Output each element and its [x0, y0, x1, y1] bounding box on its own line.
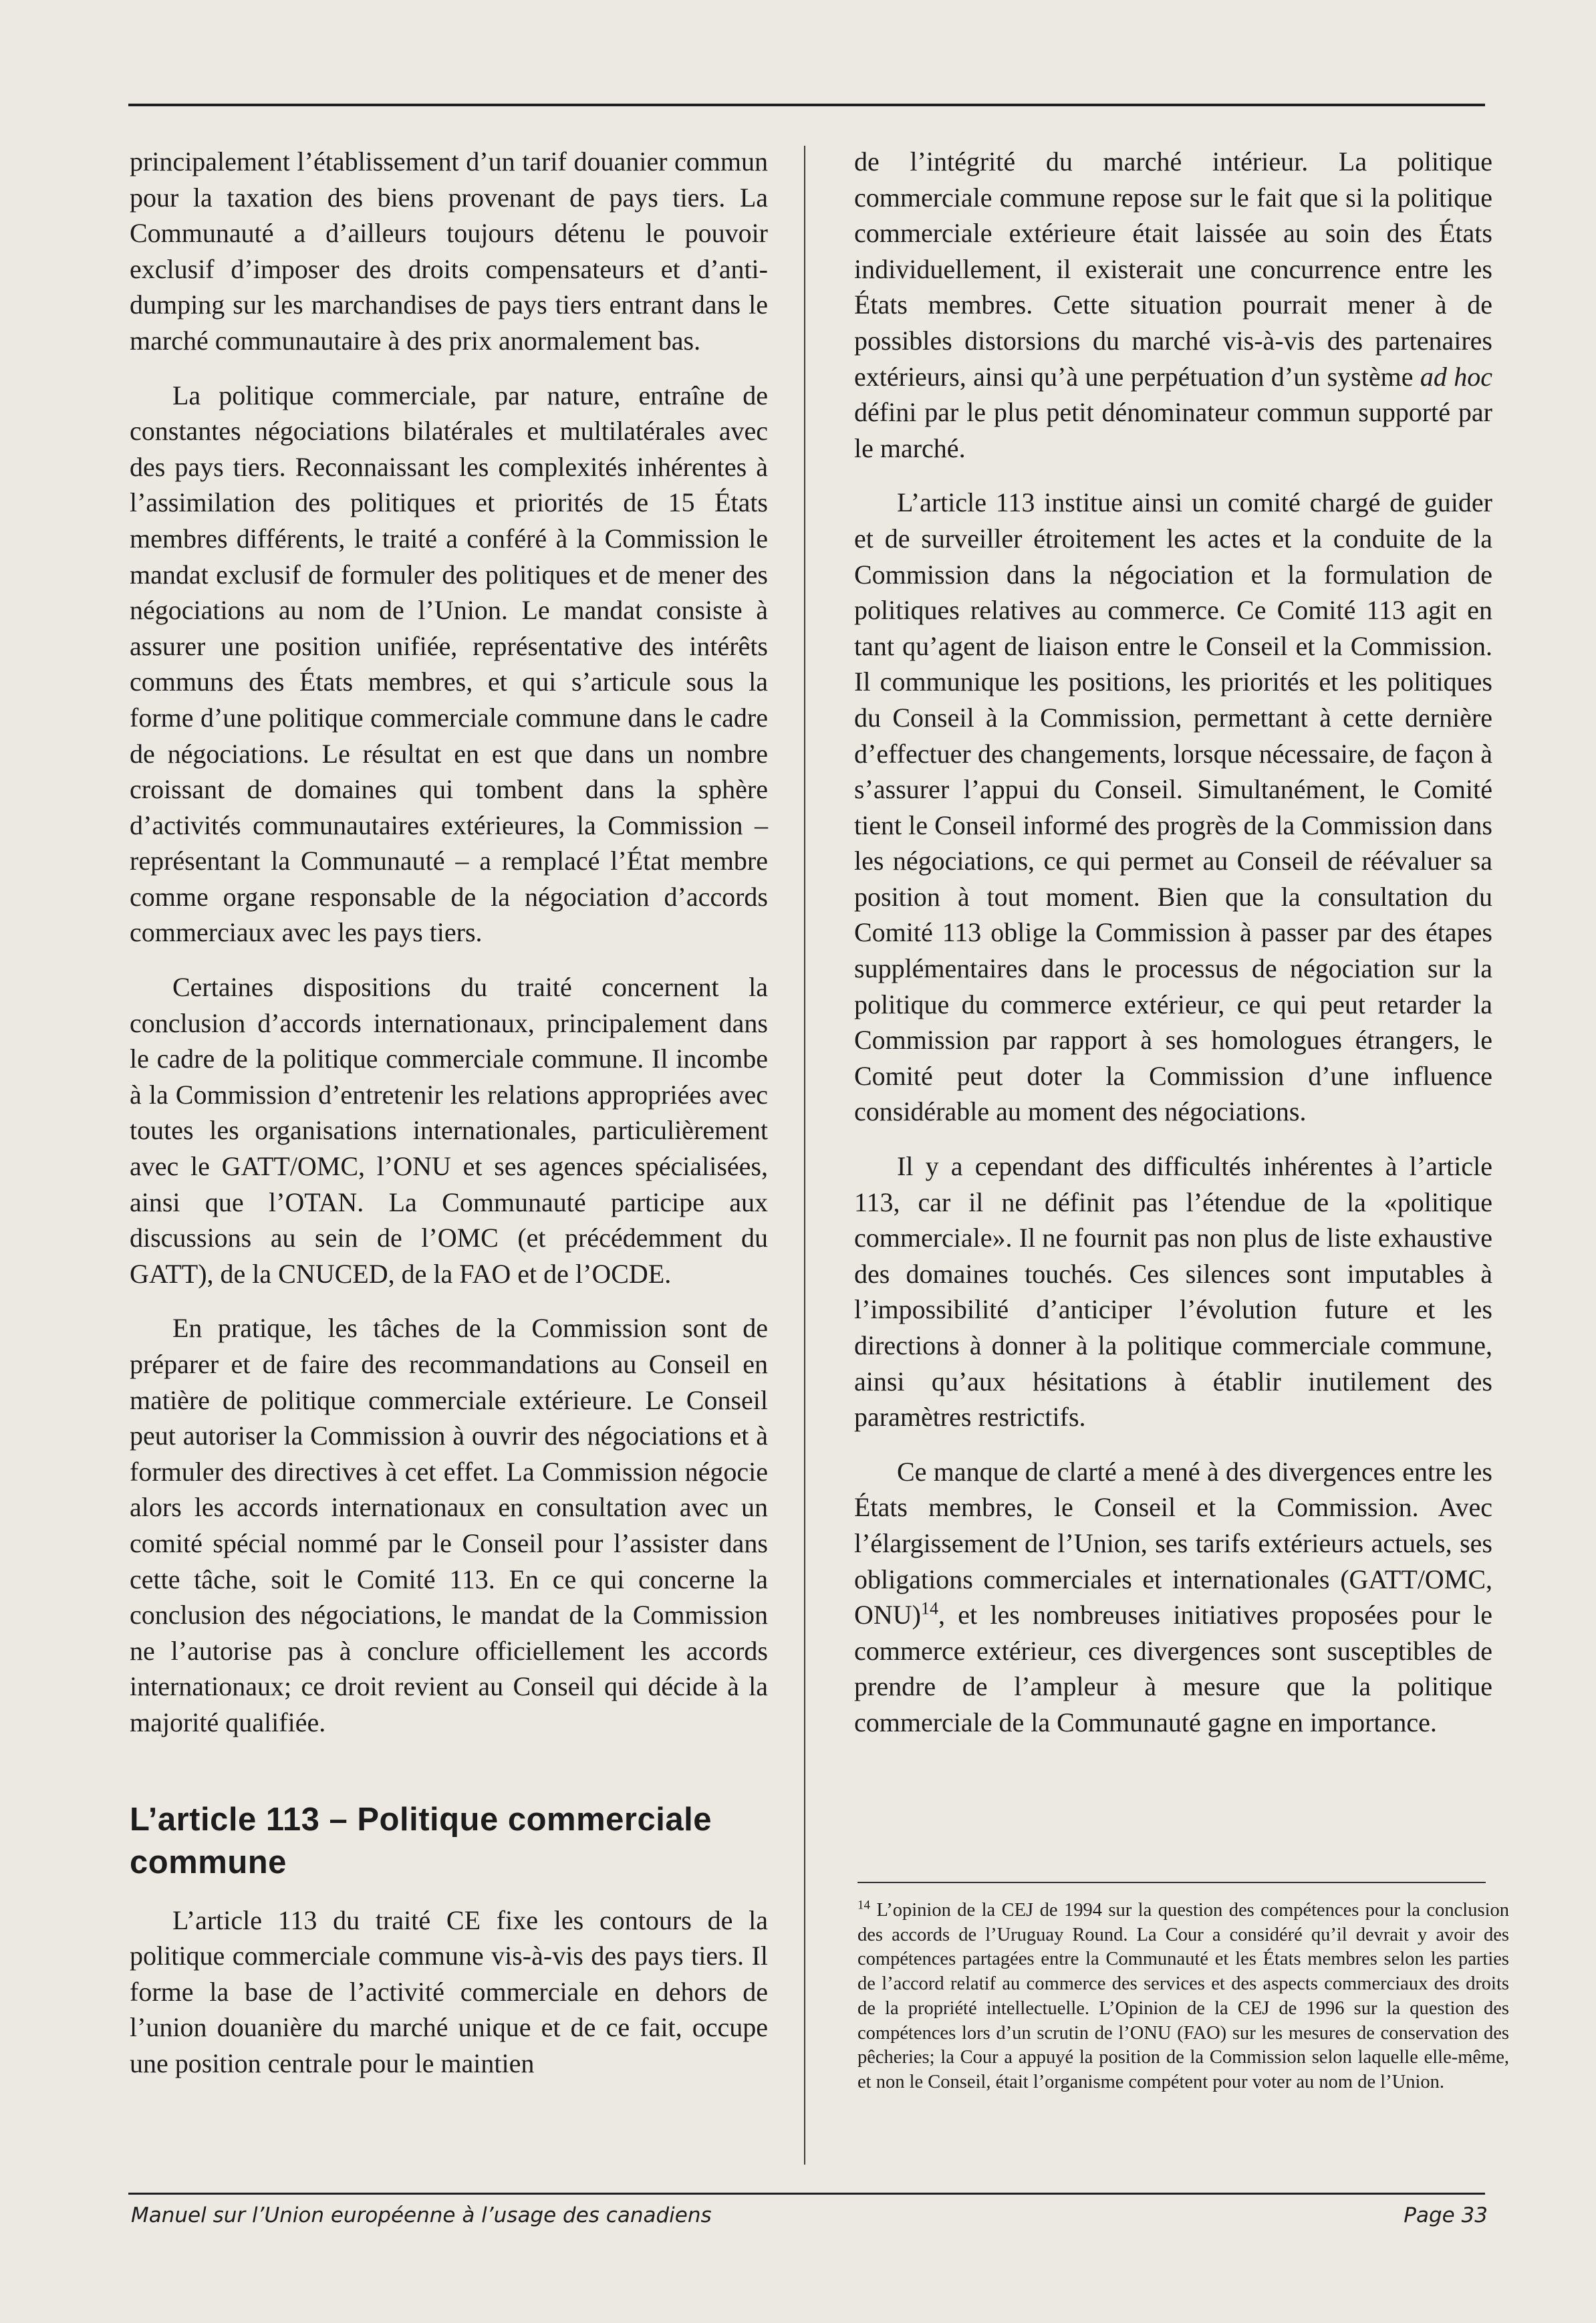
paragraph: Certaines dispositions du traité concernent la conclusion d’accords internationaux, principalement dans le cadre de la politique commerciale commune. Il incombe à la Commission d’entretenir les relations appropriées avec toutes les organisations internationales, particulièrement avec le GATT/OMC, l’ONU et ses agences spécialisées, ainsi que l’OTAN. La Communauté participe aux discussions au sein de l’OMC (et précédemment du GATT), de la CNUCED, de la FAO et de l’OCDE. [130, 972, 768, 1289]
paragraph-text: de l’intégrité du marché intérieur. La politique commerciale commune repose sur le fait que si la politique commerciale extérieure était laissée au soin des États individuellement, il existerait une concurrence entre les États membres. Cette situation pourrait mener à de possibles distorsions du marché vis-à-vis des partenaires extérieurs, ainsi qu’à une perpétuation d’un système [854, 146, 1492, 392]
italic-term: ad hoc [1420, 361, 1492, 392]
footnote [857, 1899, 1509, 2095]
paragraph: L’article 113 du traité CE fixe les contours de la politique commerciale commune vis-à-vis des pays tiers. Il forme la base de l’activité commerciale en dehors de l’union douanière du marché unique et de ce fait, occupe une position centrale pour le maintien [130, 1905, 768, 2078]
header-rule [128, 104, 1485, 106]
paragraph-text: défini par le plus petit dénominateur commun supporté par le marché. [854, 397, 1492, 463]
paragraph: Il y a cependant des difficultés inhérentes à l’article 113, car il ne définit pas l’étendue de la «politique commerciale». Il ne fournit pas non plus de liste exhaustive des domaines touchés. Ces silences sont imputables à l’impossibilité d’anticiper l’évolution future et les directions à donner à la politique commerciale commune, ainsi qu’aux hésitations à établir inutilement des paramètres restrictifs. [854, 1151, 1492, 1433]
footnote-ref[interactable]: 14 [920, 1598, 938, 1618]
footnote-number: 14 [857, 1898, 870, 1913]
footnote-rule [857, 1882, 1486, 1883]
section-heading: L’article 113 – Politique commerciale commune [130, 1801, 712, 1880]
footer-rule [128, 2193, 1485, 2195]
paragraph: L’article 113 institue ainsi un comité chargé de guider et de surveiller étroitement les actes et la conduite de la Commission dans la négociation et la formulation de politiques relatives au commerce. Ce Comité 113 agit en tant qu’agent de liaison entre le Conseil et la Commission. Il communique les positions, les priorités et les politiques du Conseil à la Commission, permettant à cette dernière d’effectuer des changements, lorsque nécessaire, de façon à s’assurer l’appui du Conseil. Simultanément, le Comité tient le Conseil informé des progrès de la Commission dans les négociations, ce qui permet au Conseil de réévaluer sa position à tout moment. Bien que la consultation du Comité 113 oblige la Commission à passer par des étapes supplémentaires dans le processus de négociation sur la politique du commerce extérieur, ce qui peut retarder la Commission par rapport à ses homologues étrangers, le Comité peut doter la Commission d’une influence considérable au moment des négociations. [854, 487, 1492, 1127]
column-divider [804, 146, 805, 2165]
paragraph-text: , et les nombreuses initiatives proposées pour le commerce extérieur, ces divergences sont susceptibles de prendre de l’ampleur à mesure que la politique commerciale de la Communauté gagne en importance. [854, 1600, 1492, 1737]
paragraph: principalement l’établissement d’un tarif douanier commun pour la taxation des biens provenant de pays tiers. La Communauté a d’ailleurs toujours détenu le pouvoir exclusif d’imposer des droits compensateurs et d’anti-dumping sur les marchandises de pays tiers entrant dans le marché communautaire à des prix anormalement bas. [130, 146, 768, 356]
left-column [130, 144, 768, 2100]
right-column [854, 144, 1492, 1759]
paragraph [854, 144, 1492, 466]
paragraph-text: Ce manque de clarté a mené à des divergences entre les États membres, le Conseil et la Commission. Avec l’élargissement de l’Union, ses tarifs extérieurs actuels, ses obligations commerciales et internationales (GATT/OMC, ONU) [854, 1456, 1492, 1630]
paragraph: En pratique, les tâches de la Commission sont de préparer et de faire des recommandations au Conseil en matière de politique commerciale extérieure. Le Conseil peut autoriser la Commission à ouvrir des négociations et à formuler des directives à cet effet. La Commission négocie alors les accords internationaux en consultation avec un comité spécial nommé par le Conseil pour l’assister dans cette tâche, soit le Comité 113. En ce qui concerne la conclusion des négociations, le mandat de la Commission ne l’autorise pas à conclure officiellement les accords internationaux; ce droit revient au Conseil qui décide à la majorité qualifiée. [130, 1313, 768, 1737]
footnote-text: L’opinion de la CEJ de 1994 sur la question des compétences pour la conclusion des accords de l’Uruguay Round. La Cour a considéré qu’il devrait y avoir des compétences partagées entre la Communauté et les États membres selon les parties de l’accord relatif au commerce des services et des aspects commerciaux des droits de la propriété intellectuelle. L’Opinion de la CEJ de 1996 sur la question des compétences lors d’un scrutin de l’ONU (FAO) sur les mesures de conservation des pêcheries; la Cour a appuyé la position de la Commission selon laquelle elle-même, et non le Conseil, était l’organisme compétent pour voter au nom de l’Union. [857, 1900, 1509, 2092]
page-number: Page 33 [1404, 2203, 1488, 2227]
paragraph: La politique commerciale, par nature, entraîne de constantes négociations bilatérales et multilatérales avec des pays tiers. Reconnaissant les complexités inhérentes à l’assimilation des politiques et priorités de 15 États membres différents, le traité a conféré à la Commission le mandat exclusif de formuler des politiques et de mener des négociations au nom de l’Union. Le mandat consiste à assurer une position unifiée, représentative des intérêts communs des États membres, et qui s’articule sous la forme d’une politique commerciale commune dans le cadre de négociations. Le résultat en est que dans un nombre croissant de domaines qui tombent dans la sphère d’activités communautaires extérieures, la Commission – représentant la Communauté – a remplacé l’État membre comme organe responsable de la négociation d’accords commerciaux avec les pays tiers. [130, 380, 768, 948]
paragraph [854, 1454, 1492, 1741]
footer-title: Manuel sur l’Union européenne à l’usage des canadiens [131, 2203, 712, 2227]
